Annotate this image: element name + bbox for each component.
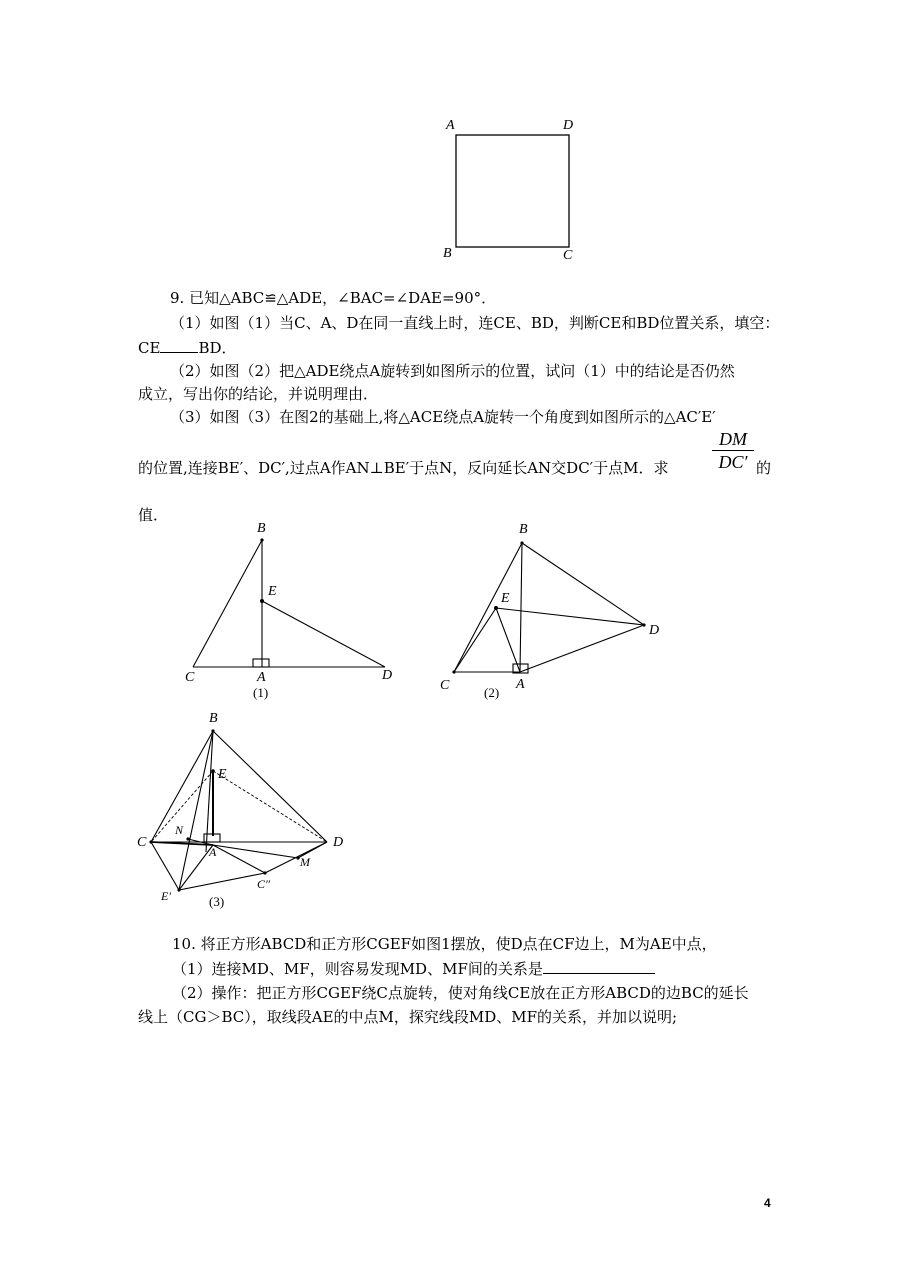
q10-part1-text: （1）连接MD、MF，则容易发现MD、MF间的关系是 xyxy=(172,960,543,978)
fig3-caption: (3) xyxy=(209,894,225,909)
fig2-caption: (2) xyxy=(484,685,500,700)
q9-part3-text: 的位置,连接BE′、DC′,过点A作AN⊥BE′于点N，反向延长AN交DC′于点M．求 xyxy=(138,459,669,477)
fig1-label-b: B xyxy=(257,521,266,536)
fig2-label-d: D xyxy=(649,623,660,638)
fig1-label-e: E xyxy=(268,584,277,599)
q10-part1 xyxy=(172,959,655,979)
fig2-label-b: B xyxy=(519,522,528,537)
fig3-label-c: C xyxy=(137,835,147,850)
q9-part3-suffix: 的 xyxy=(756,459,772,477)
fig3-label-c-double-prime: C″ xyxy=(257,877,271,891)
fig2-label-c: C xyxy=(440,678,450,693)
q9-part2-line1: （2）如图（2）把△ADE绕点A旋转到如图所示的位置，试问（1）中的结论是否仍然 xyxy=(170,362,735,380)
square-label-b: B xyxy=(443,246,452,261)
fig1-label-a: A xyxy=(257,670,266,685)
q9-part3-line1: （3）如图（3）在图2的基础上,将△ACE绕点A旋转一个角度到如图所示的△AC′E′ xyxy=(170,408,716,426)
q10-part2-line1: （2）操作：把正方形CGEF绕C点旋转，使对角线CE放在正方形ABCD的边BC的延长 xyxy=(172,984,749,1002)
fig1-label-c: C xyxy=(185,670,195,685)
fig3-label-b: B xyxy=(209,711,218,726)
q9-part3-line3: 值． xyxy=(138,506,169,524)
q9-bd-label: BD． xyxy=(198,339,237,357)
fig2-label-a: A xyxy=(516,677,525,692)
fig2-label-e: E xyxy=(501,591,510,606)
square-label-d: D xyxy=(563,118,574,133)
square-label-c: C xyxy=(563,248,573,263)
q10-stem: 10. 将正方形ABCD和正方形CGEF如图1摆放，使D点在CF边上，M为AE中点， xyxy=(172,935,717,953)
q9-part1-line1: （1）如图（1）当C、A、D在同一直线上时，连CE、BD，判断CE和BD位置关系，填空： xyxy=(170,314,780,332)
q9-part2-line2: 成立，写出你的结论，并说明理由． xyxy=(138,385,379,403)
page-number: 4 xyxy=(764,1196,771,1210)
q9-fraction-denominator: DC′ xyxy=(718,452,748,472)
q9-ce-label: CE xyxy=(138,339,161,357)
fig3-label-m: M xyxy=(300,855,310,869)
q10-answer-blank[interactable] xyxy=(543,959,655,974)
fig3-label-e: E xyxy=(218,767,227,782)
square-label-a: A xyxy=(446,118,455,133)
q10-part2-line2: 线上（CG＞BC），取线段AE的中点M，探究线段MD、MF的关系，并加以说明; xyxy=(138,1008,678,1026)
q9-stem: 9. 已知△ABC≌△ADE，∠BAC=∠DAE=90°． xyxy=(170,289,497,307)
fig3-label-d: D xyxy=(333,835,344,850)
fig1-label-d: D xyxy=(382,668,393,683)
fig3-label-n: N xyxy=(175,823,184,837)
q9-fraction-numerator: DM xyxy=(719,429,747,449)
fig3-label-a: A xyxy=(209,845,217,859)
fig3-label-e-prime: E′ xyxy=(161,889,171,903)
fig1-caption: (1) xyxy=(253,685,269,700)
